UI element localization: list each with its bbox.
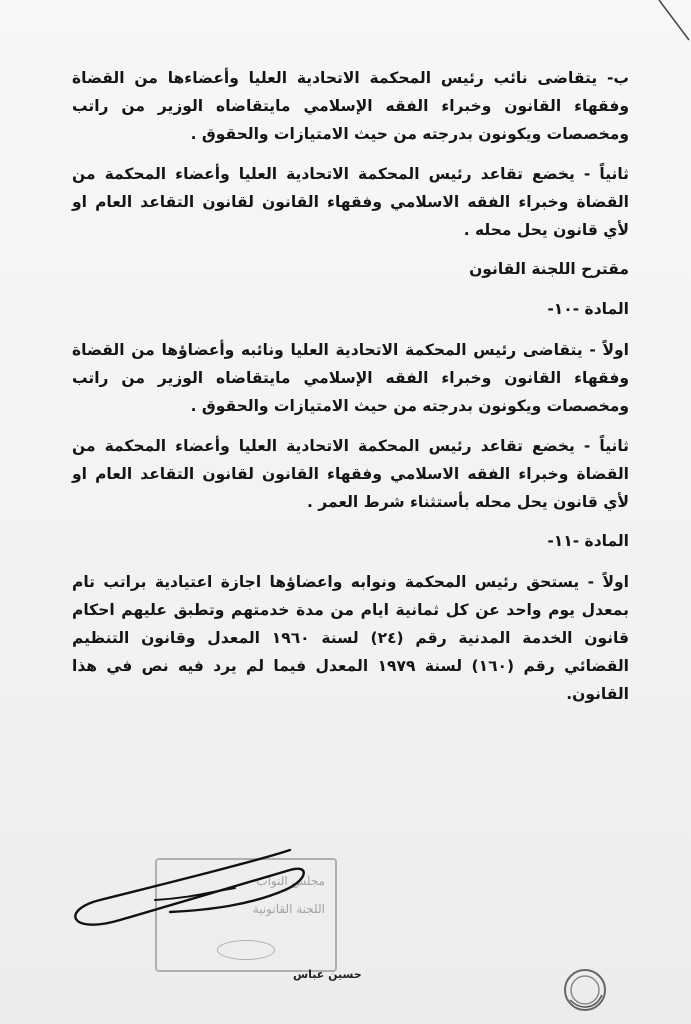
stamp-line-1: مجلس النواب [256,874,325,888]
article-11-title: المادة -١١- [547,532,629,550]
corner-seal-mark [560,965,610,1015]
article-10-second: ثانياً - يخضع تقاعد رئيس المحكمة الاتحادية العليا وأعضاء المحكمة من القضاة وخبراء الفقه الاسلامي وفقهاء القانون لقانون التقاعد العام او لأي قانون يحل محله بأستثناء شرط العمر . [72,437,629,511]
article-11-first: اولاً - يستحق رئيس المحكمة ونوابه واعضاؤها اجازة اعتيادية براتب تام بمعدل يوم واحد عن كل ثمانية ايام من مدة خدمتهم وتطبق عليهم احكام قانون الخدمة المدنية رقم (٢٤) لسنة ١٩٦٠ المعدل وقانون التنظيم القضائي رقم (١٦٠) لسنة ١٩٧٩ المعدل فيما لم يرد فيه نص في هذا القانون. [72,573,629,703]
signer-name: حسين عباس [293,968,362,981]
handwritten-signature [60,840,360,980]
article-10-first: اولاً - يتقاضى رئيس المحكمة الاتحادية العليا ونائبه وأعضاؤها من القضاة وفقهاء القانون وخبراء الفقه الإسلامي مايتقاضاه الوزير من راتب ومخصصات ويكونون بدرجته من حيث الامتيازات والحقوق . [72,341,629,415]
paragraph-second: ثانياً - يخضع تقاعد رئيس المحكمة الاتحادية العليا وأعضاء المحكمة من القضاة وخبراء الفقه الاسلامي وفقهاء القانون لقانون التقاعد العام او لأي قانون يحل محله . [72,165,629,239]
paragraph-b: ب- يتقاضى نائب رئيس المحكمة الاتحادية العليا وأعضاءها من القضاة وفقهاء القانون وخبراء الفقه الإسلامي مايتقاضاه الوزير من راتب ومخصصات ويكونون بدرجته من حيث الامتيازات والحقوق . [72,69,629,143]
page-edge-line [651,0,691,60]
proposal-heading: مقترح اللجنة القانون [469,260,629,278]
signature-and-stamp [60,840,360,980]
document-body [72,64,629,720]
stamp-line-2: اللجنة القانونية [252,902,325,916]
article-10-title: المادة -١٠- [547,300,629,318]
